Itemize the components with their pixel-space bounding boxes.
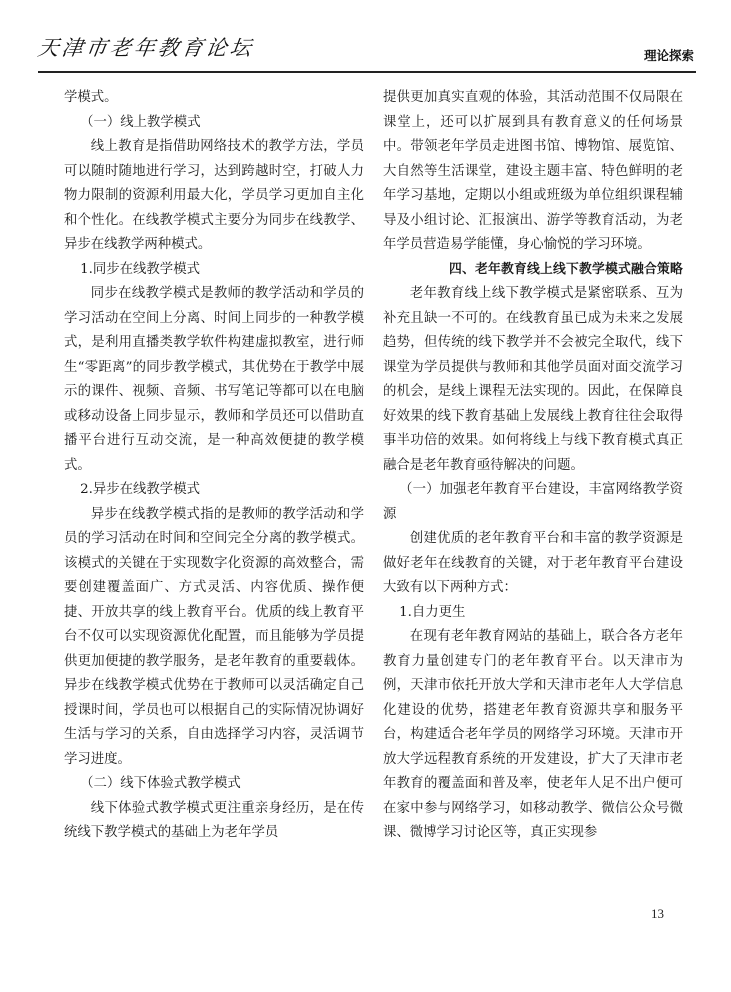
continued-text: 学模式。 <box>64 90 118 105</box>
paragraph: 同步在线教学模式是教师的教学活动和学员的学习活动在空间上分离、时间上同步的一种教学模式，是利用直播类教学软件构建虚拟教室，进行师生“零距离”的同步教学模式，其优势在于教学中展示的课件、视频、音频、书写笔记等都可以在电脑或移动设备上同步显示，教师和学员还可以借助直播平台进行互动交流，是一种高效便捷的教学模式。 <box>64 286 364 473</box>
paragraph: 在现有老年教育网站的基础上，联合各方老年教育力量创建专门的老年教育平台。以天津市为例，天津市依托开放大学和天津市老年人大学信息化建设的优势，搭建老年教育资源共享和服务平台，构建适合老年学员的网络学习环境。天津市开放大学远程教育系统的开发建设，扩大了天津市老年教育的覆盖面和普及率，使老年人足不出户便可在家中参与网络学习，如移动教学、微信公众号微课、微博学习讨论区等，真正实现参 <box>383 629 683 840</box>
paragraph: 线下体验式教学模式更注重亲身经历，是在传统线下教学模式的基础上为老年学员 <box>64 800 364 840</box>
paragraph: 线上教育是指借助网络技术的教学方法，学员可以随时随地进行学习，达到跨越时空，打破人力物力限制的资源利用最大化，学员学习更加自主化和个性化。在线教学模式主要分为同步在线教学、异步在线教学两种模式。 <box>64 139 364 252</box>
paragraph: 老年教育线上线下教学模式是紧密联系、互为补充且缺一不可的。在线教育虽已成为未来之发展趋势，但传统的线下教学并不会被完全取代，线下课堂为学员提供与教师和其他学员面对面交流学习的机会，是线上课程无法实现的。因此，在保障良好效果的线下教育基础上发展线上教育往往会取得事半功倍的效果。如何将线上与线下教育模式真正融合是老年教育亟待解决的问题。 <box>383 286 683 473</box>
subsection-heading: 1.自力更生 <box>399 604 466 620</box>
paragraph: 异步在线教学模式指的是教师的教学活动和学员的学习活动在时间和空间完全分离的教学模式。该模式的关键在于实现数字化资源的高效整合，需要创建覆盖面广、方式灵活、内容优质、操作便捷、开放共享的线上教育平台。优质的线上教育平台不仅可以实现资源优化配置，而且能够为学员提供更加便捷的教学服务，是老年教育的重要载体。异步在线教学模式优势在于教师可以灵活确定自己授课时间，学员也可以根据自己的实际情况协调好生活与学习的关系，自由选择学习内容，灵活调节学习进度。 <box>64 506 364 767</box>
left-column <box>64 86 364 846</box>
journal-logo: 天津市老年教育论坛 <box>36 36 256 60</box>
subsection-heading: （一）线上教学模式 <box>80 114 201 130</box>
header-rule <box>38 71 696 73</box>
section-heading: 四、老年教育线上线下教学模式融合策略 <box>449 261 683 277</box>
right-column <box>383 86 683 846</box>
masthead <box>38 28 696 70</box>
subsection-heading: 1.同步在线教学模式 <box>80 261 200 277</box>
subsection-heading: 2.异步在线教学模式 <box>80 482 200 497</box>
subsection-heading: （二）线下体验式教学模式 <box>80 776 241 791</box>
subsection-heading: （一）加强老年教育平台建设，丰富网络教学资源 <box>383 482 683 522</box>
continued-text: 提供更加真实直观的体验，其活动范围不仅局限在课堂上，还可以扩展到具有教育意义的任何场景中。带领老年学员走进图书馆、博物馆、展览馆、大自然等生活课堂，建设主题丰富、特色鲜明的老年学习基地，定期以小组或班级为单位组织课程辅导及小组讨论、汇报演出、游学等教育活动，为老年学员营造易学能懂，身心愉悦的学习环境。 <box>383 90 683 252</box>
section-label: 理论探索 <box>643 48 694 63</box>
paragraph: 创建优质的老年教育平台和丰富的教学资源是做好老年在线教育的关键，对于老年教育平台建设大致有以下两种方式： <box>383 531 683 595</box>
page-number: 13 <box>651 906 664 921</box>
